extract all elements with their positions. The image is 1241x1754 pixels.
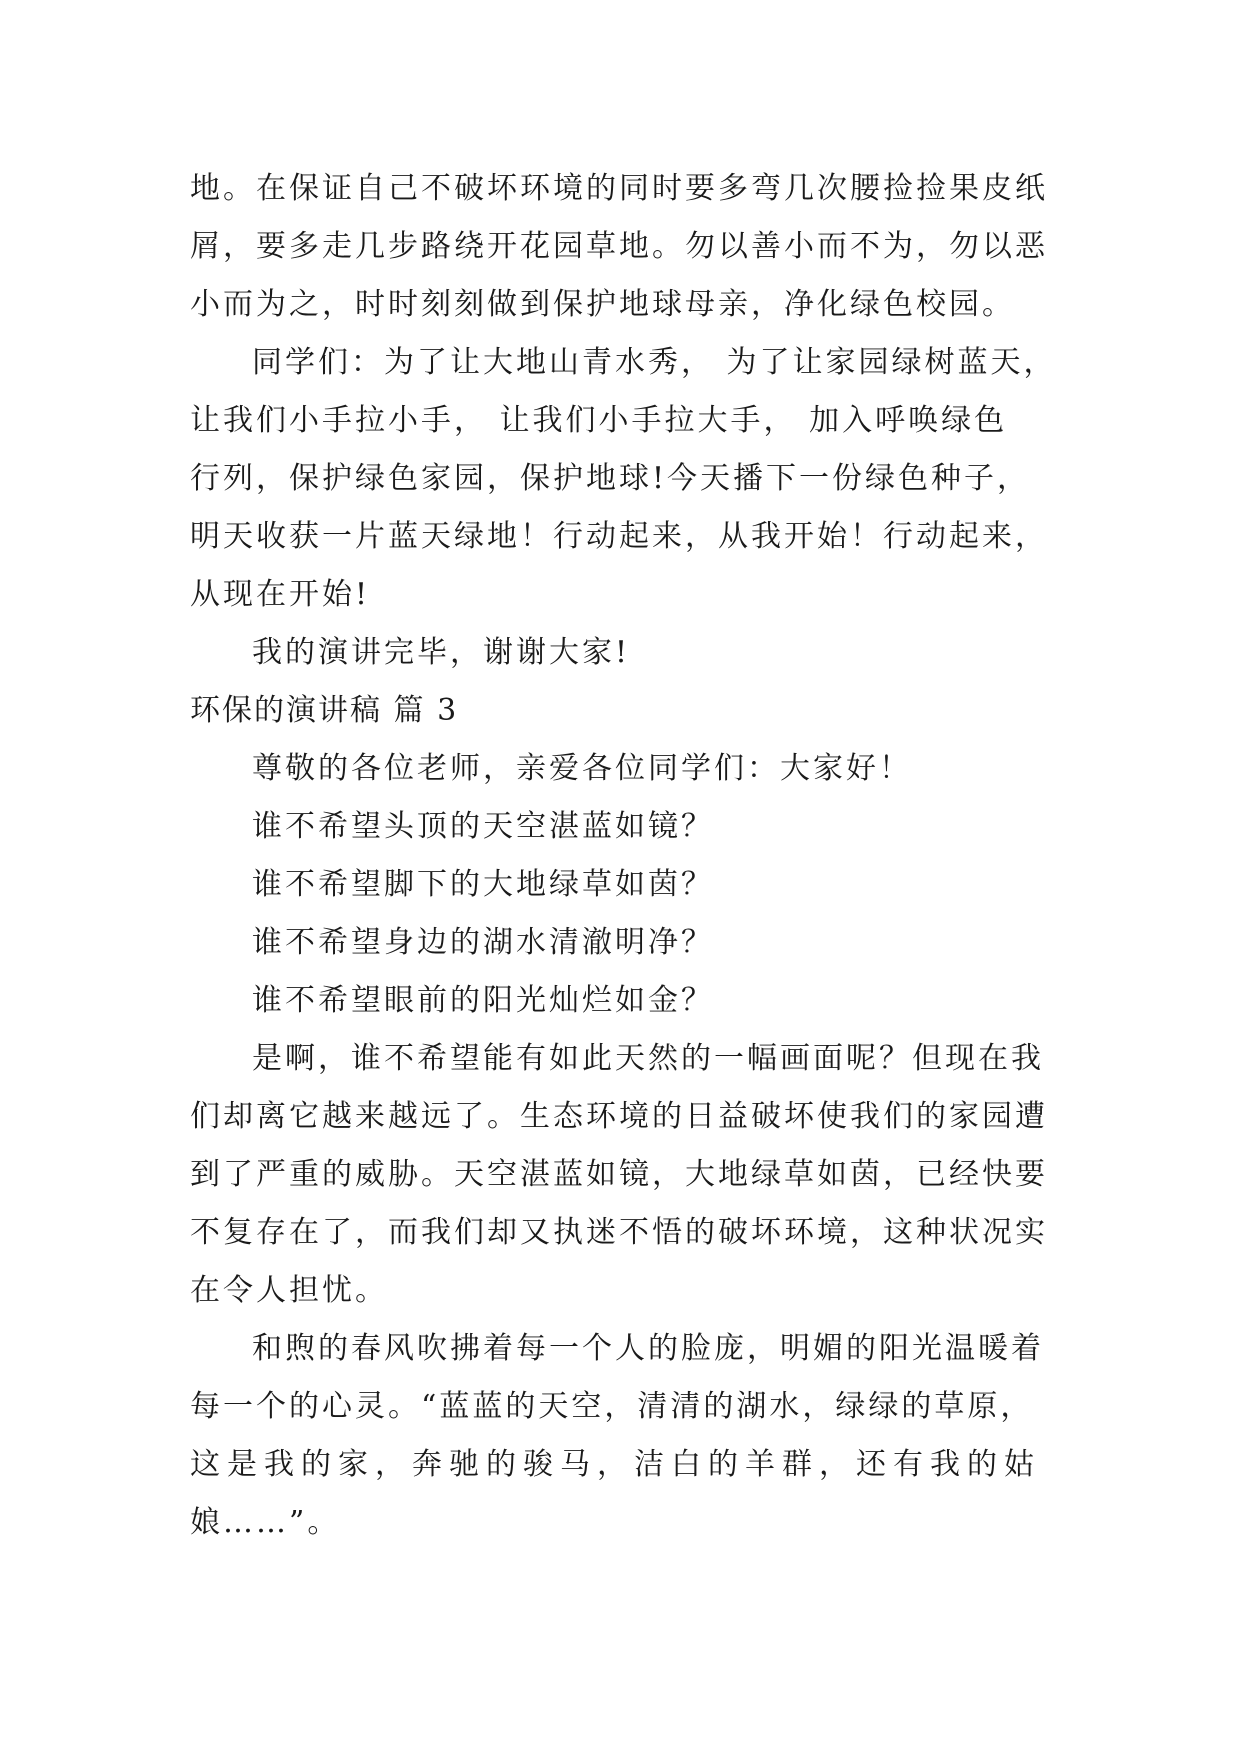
document-body: [190, 160, 1057, 1552]
paragraph-line: 谁不希望眼前的阳光灿烂如金？: [252, 983, 714, 1018]
paragraph-line: 同学们：为了让大地山青水秀， 为了让家园绿树蓝天，: [252, 345, 1057, 380]
paragraph-line: 明天收获一片蓝天绿地！行动起来，从我开始！行动起来，: [190, 519, 1048, 554]
paragraph-line: 我的演讲完毕，谢谢大家!: [252, 635, 631, 670]
paragraph-line: 行列，保护绿色家园，保护地球!今天播下一份绿色种子，: [190, 461, 1031, 496]
section-heading: 环保的演讲稿 篇 3: [190, 693, 459, 728]
paragraph-line: 谁不希望脚下的大地绿草如茵？: [252, 867, 714, 902]
paragraph-line: 这是我的家，奔驰的骏马，洁白的羊群，还有我的姑: [190, 1447, 1041, 1482]
paragraph-line: 们却离它越来越远了。生态环境的日益破坏使我们的家园遭: [190, 1099, 1048, 1134]
paragraph-line: 谁不希望身边的湖水清澈明净？: [252, 925, 714, 960]
paragraph-line: 娘……”。: [190, 1505, 341, 1540]
paragraph-line: 让我们小手拉小手， 让我们小手拉大手， 加入呼唤绿色: [190, 403, 1008, 438]
paragraph-line: 每一个的心灵。“蓝蓝的天空，清清的湖水，绿绿的草原，: [190, 1389, 1034, 1424]
paragraph-line: 不复存在了，而我们却又执迷不悟的破坏环境，这种状况实: [190, 1215, 1048, 1250]
paragraph-line: 尊敬的各位老师，亲爱各位同学们：大家好！: [252, 751, 912, 786]
paragraph-line: 小而为之，时时刻刻做到保护地球母亲，净化绿色校园。: [190, 287, 1015, 322]
paragraph-line: 是啊，谁不希望能有如此天然的一幅画面呢？但现在我: [252, 1041, 1044, 1076]
paragraph-line: 在令人担忧。: [190, 1273, 388, 1308]
paragraph-line: 谁不希望头顶的天空湛蓝如镜？: [252, 809, 714, 844]
paragraph-line: 地。在保证自己不破坏环境的同时要多弯几次腰捡捡果皮纸: [190, 171, 1048, 206]
paragraph-line: 屑，要多走几步路绕开花园草地。勿以善小而不为，勿以恶: [190, 229, 1048, 264]
paragraph-line: 从现在开始!: [190, 577, 371, 612]
paragraph-line: 到了严重的威胁。天空湛蓝如镜，大地绿草如茵，已经快要: [190, 1157, 1048, 1192]
paragraph-line: 和煦的春风吹拂着每一个人的脸庞，明媚的阳光温暖着: [252, 1331, 1044, 1366]
